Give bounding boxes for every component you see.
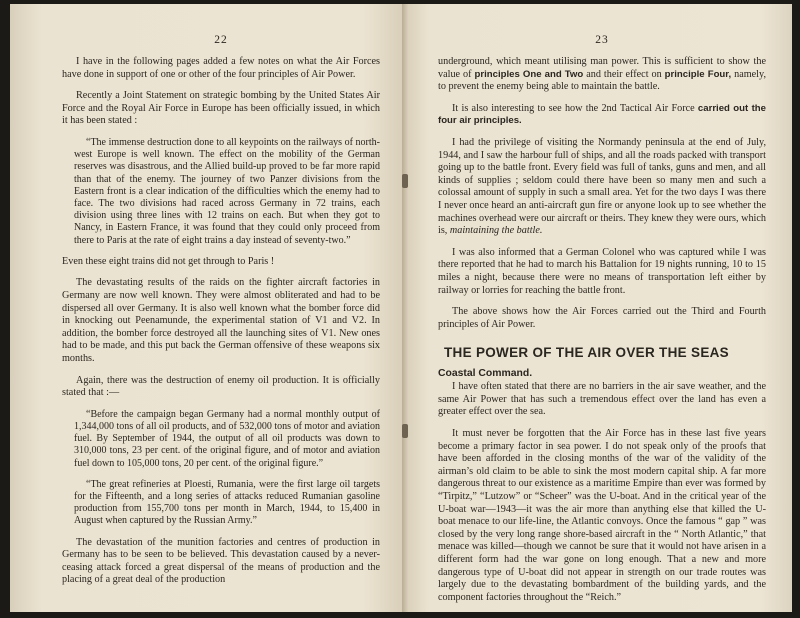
paragraph: The above shows how the Air Forces carried out the Third and Fourth principles of Air Power. <box>438 306 766 330</box>
bold-phrase: principles One and Two <box>474 68 584 80</box>
subheading: Coastal Command. <box>438 368 533 380</box>
staple <box>402 174 408 188</box>
text-run: underground, which meant utilising man power. This is sufficient to show the value of <box>438 56 766 80</box>
paragraph: Even these eight trains did not get through to Paris ! <box>62 255 275 267</box>
bold-phrase: principle Four, <box>664 68 732 80</box>
quotation: “The immense destruction done to all keypoints on the railways of north-west Europe is well known. The effect on the mobility of the German reserves was disastrous, and the Allied build-up proved to be far more rapid than that of the enemy. The journey of two Panzer divisions from the Eastern front is a clear indication of the difficulties which the enemy had to face. The two divisions had raced across Germany in 72 trains, each division using three lines with 12 trains on each. But when they got to Nancy, in Eastern France, it was found that they could only proceed from there to Paris at the rate of eight trains a day instead of seventy-two.” <box>74 136 380 246</box>
quotation: “Before the campaign began Germany had a normal monthly output of 1,344,000 tons of all oil products, and of 532,000 tons of motor and aviation fuel. By September of 1944, the output of all oil products was down to 310,000 tons, 23 per cent. of the original figure, and of motor and aviation fuel down to 105,000 tons, 20 per cent. of the original figure.” <box>74 408 380 469</box>
page-number-right: 23 <box>595 34 609 46</box>
section-heading: THE POWER OF THE AIR OVER THE SEAS <box>444 345 729 361</box>
left-page <box>10 4 402 612</box>
paragraph: Recently a Joint Statement on strategic bombing by the United States Air Force and the Royal Air Force in Europe has been officially issued, in which it has been stated : <box>62 90 380 127</box>
paragraph <box>438 103 766 128</box>
paragraph: I have often stated that there are no barriers in the air save weather, and the same Air Power that has such a tremendous effect over the land has even a greater effect over the sea. <box>438 381 766 418</box>
bold-phrase: carried out the four air principles. <box>438 102 766 127</box>
staple <box>402 424 408 438</box>
text-run: I had the privilege of visiting the Normandy peninsula at the end of July, 1944, and I saw the harbour full of ships, and all the roads packed with transport going up to the battle front. Every field was full of tanks, guns and men, and all kinds of supplies ; seldom could there have been so many men and such a colossal amount of supply in such a small area. Yet for the two days I was there I never once heard an anti-aircraft gun fire or anyone look up to see whether the machines overhead were our aircraft or theirs. They knew they were ours, which is, <box>438 136 766 237</box>
paragraph <box>438 56 766 94</box>
page-number-left: 22 <box>214 34 228 46</box>
quotation: “The great refineries at Ploesti, Rumania, were the first large oil targets for the Fifteenth, and a long series of attacks reduced Rumanian gasoline production from 155,700 tons per month in March, 1944, to 15,400 in August when captured by the Russian Army.” <box>74 478 380 527</box>
paragraph: It must never be forgotten that the Air Force has in these last five years become a primary factor in sea power. I do not speak only of the proofs that have been afforded in the closing months of the war of the validity of the airman’s old claim to be able to sink the most modern capital ship. A far more dangerous threat to our existence as a maritime Empire than ever was formed by “Tirpitz,” “Lutzow” or “Scheer” was the U-boat. And in the critical year of the U-boat war—1943—it was the air more than anything else that killed the U-boat menace to our life-line, the Atlantic convoys. Once the famous “ gap ” was closed by the very long range shore-based aircraft in the “ North Atlantic,” that menace was killed—though we cannot be sure that it would not have arisen in a different form had the war gone on long enough. That a new and more dangerous type of U-boat did not appear in strength on our trade routes was largely due to the devastating bombardment of the building yards, and the component factories throughout the “Reich.” <box>438 428 766 603</box>
paragraph: Again, there was the destruction of enemy oil production. It is officially stated that :— <box>62 374 380 399</box>
right-page <box>402 4 792 612</box>
text-run: and their effect on <box>583 68 665 80</box>
paragraph: The devastation of the munition factories and centres of production in Germany has to be seen to be believed. This devastation caused by a never-ceasing attack forced a great dispersal of the means of production and the placing of a great deal of the production <box>62 536 380 586</box>
italic-phrase: maintaining the battle. <box>449 225 543 237</box>
paragraph: I have in the following pages added a few notes on what the Air Forces have done in support of one or other of the four principles of Air Power. <box>62 56 380 80</box>
book-spread <box>10 4 792 612</box>
text-run: It is also interesting to see how the 2nd Tactical Air Force <box>452 102 698 114</box>
paragraph <box>438 137 766 238</box>
paragraph: I was also informed that a German Colonel who was captured while I was there reported that he had to march his Battalion for 19 nights running, 10 to 15 miles a night, because there were no means of transportation left either by railway or lorries for reaching the battle front. <box>438 246 766 296</box>
book-gutter <box>402 4 408 612</box>
text-run: namely, to prevent the enemy being able to maintain the battle. <box>438 68 766 93</box>
paragraph: The devastating results of the raids on the fighter aircraft factories in Germany are now well known. They were almost obliterated and had to be dispersed all over Germany. It is also well known what the bomber force did in knocking out Peenamunde, the experimental station of V1 and V2. In addition, the bomber force destroyed all the launching sites of V1. New ones had to be made, and this put back the German offensive of these weapons six months. <box>62 277 380 364</box>
